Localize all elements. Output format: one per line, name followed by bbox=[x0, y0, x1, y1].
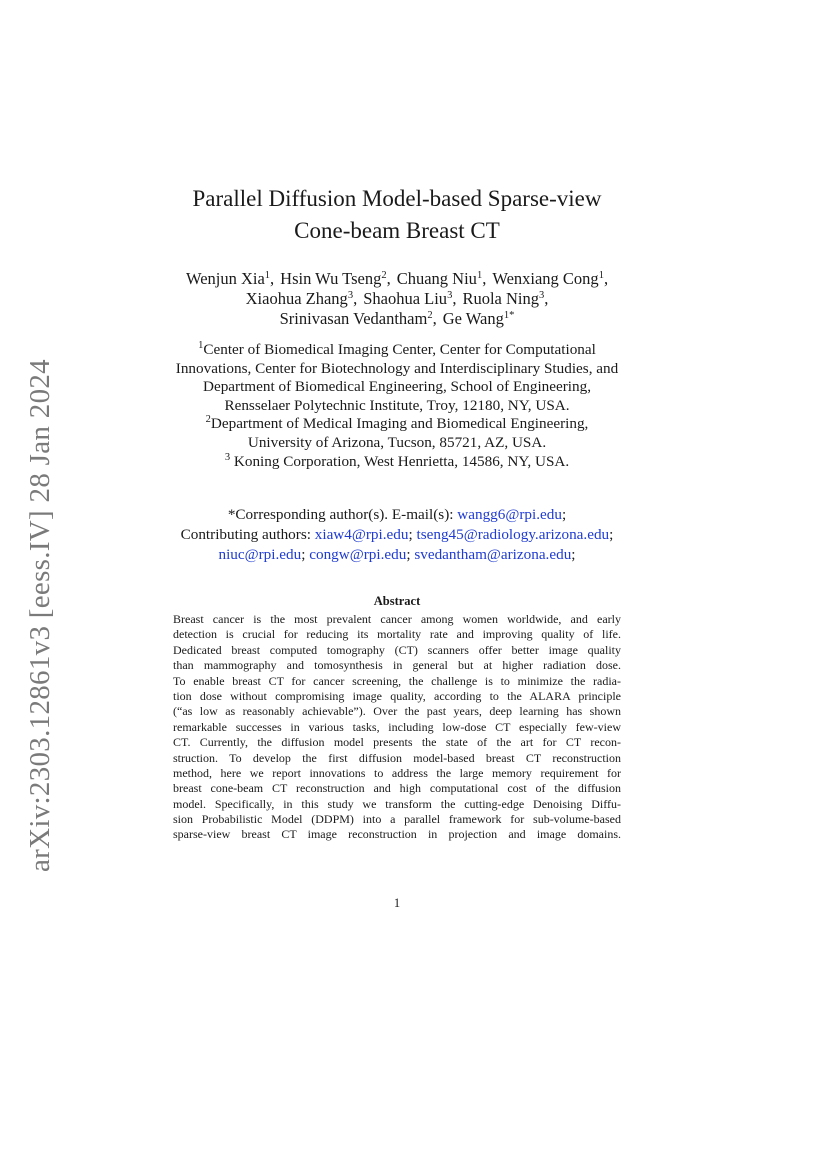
abstract-line: Breast cancer is the most prevalent cancer among women worldwide, and early bbox=[173, 612, 621, 626]
abstract-line: sion Probabilistic Model (DDPM) into a parallel framework for sub-volume-based bbox=[173, 812, 621, 827]
paper-title bbox=[114, 183, 680, 247]
abstract-line: tion dose without compromising image quality, according to the ALARA principle bbox=[173, 688, 621, 703]
email-link[interactable]: xiaw4@rpi.edu bbox=[314, 526, 409, 543]
affiliation-mark: 1 bbox=[598, 270, 604, 281]
affiliation-line bbox=[114, 360, 680, 379]
author-name: Ge Wang bbox=[442, 309, 504, 328]
author-name: Hsin Wu Tseng bbox=[280, 269, 382, 288]
author bbox=[363, 289, 456, 308]
author-list bbox=[114, 269, 680, 329]
title-line: Cone-beam Breast CT bbox=[294, 218, 500, 243]
affiliation-text: Department of Medical Imaging and Biomedical Engineering, bbox=[210, 415, 589, 433]
email-link[interactable]: niuc@rpi.edu bbox=[218, 546, 302, 563]
affiliation-mark: 2 bbox=[205, 414, 211, 426]
author-name: Srinivasan Vedantham bbox=[279, 309, 428, 328]
arxiv-identifier-stamp bbox=[20, 358, 60, 872]
affiliation-text: Innovations, Center for Biotechnology and Interdisciplinary Studies, and bbox=[175, 359, 619, 377]
affiliation-mark: 1 bbox=[264, 270, 271, 281]
abstract-line: Dedicated breast computed tomography (CT) scanners offer better image quality bbox=[173, 642, 621, 657]
separator: , bbox=[432, 309, 437, 328]
abstract-line: remarkable successes in various tasks, including low-dose CT especially few-view bbox=[173, 719, 621, 734]
affiliation-line bbox=[114, 341, 680, 360]
author bbox=[186, 269, 274, 288]
author-name: Xiaohua Zhang bbox=[245, 289, 348, 308]
separator: , bbox=[386, 269, 391, 288]
affiliation-text: University of Arizona, Tucson, 85721, AZ, USA. bbox=[247, 433, 547, 451]
separator: , bbox=[544, 289, 549, 308]
abstract-line: (“as low as reasonably achievable”). Over the past years, deep learning has shown bbox=[173, 704, 621, 719]
author-name: Wenjun Xia bbox=[185, 269, 265, 288]
author bbox=[280, 269, 391, 288]
separator: , bbox=[603, 269, 609, 288]
abstract-heading: Abstract bbox=[373, 594, 421, 608]
affiliation-mark: 2 bbox=[381, 270, 387, 281]
affiliation-mark: 3 bbox=[447, 290, 453, 301]
abstract-line: method, here we report innovations to address the large memory requirement for bbox=[173, 765, 621, 780]
page-number: 1 bbox=[393, 896, 401, 910]
affiliation-text: Rensselaer Polytechnic Institute, Troy, 12180, NY, USA. bbox=[224, 396, 570, 414]
affiliation-mark: 3 bbox=[347, 290, 354, 301]
affiliation-mark: 1 bbox=[476, 270, 483, 281]
email-link[interactable]: congw@rpi.edu bbox=[309, 546, 407, 563]
author bbox=[443, 309, 515, 328]
affiliation-line bbox=[114, 415, 680, 434]
separator: ; bbox=[406, 546, 411, 563]
author bbox=[462, 289, 548, 308]
abstract-line: detection is crucial for reducing its mortality rate and improving quality of life. bbox=[173, 627, 621, 642]
separator: , bbox=[353, 289, 358, 308]
affiliation-mark: 1* bbox=[503, 310, 515, 321]
author bbox=[397, 269, 487, 288]
author-name: Wenxiang Cong bbox=[492, 269, 599, 288]
email-link[interactable]: wangg6@rpi.edu bbox=[457, 506, 562, 523]
affiliation-mark: 2 bbox=[427, 310, 433, 321]
corresponding-line bbox=[114, 505, 680, 525]
author-name: Chuang Niu bbox=[396, 269, 477, 288]
abstract-line: than mammography and tomosynthesis in general but at higher radiation dose. bbox=[173, 658, 621, 673]
arxiv-identifier-text: arXiv:2303.12861v3 [eess.IV] 28 Jan 2024 bbox=[23, 358, 56, 872]
affiliation-mark: 3 bbox=[224, 451, 231, 463]
contact-emails bbox=[114, 505, 680, 565]
abstract-line: To enable breast CT for cancer screening, the challenge is to minimize the radia- bbox=[173, 673, 621, 688]
title-line: Parallel Diffusion Model-based Sparse-view bbox=[192, 186, 602, 211]
affiliation-text: Department of Biomedical Engineering, School of Engineering, bbox=[202, 378, 591, 396]
author-line bbox=[114, 269, 680, 289]
affiliation-mark: 3 bbox=[538, 290, 545, 301]
author bbox=[280, 309, 437, 328]
author bbox=[246, 289, 358, 308]
separator: ; bbox=[408, 526, 413, 543]
abstract-line: model. Specifically, in this study we transform the cutting-edge Denoising Diffu- bbox=[173, 796, 621, 811]
author-name: Ruola Ning bbox=[462, 289, 539, 308]
abstract-body bbox=[173, 612, 621, 843]
abstract-line: struction. To develop the first diffusion model-based breast CT reconstruction bbox=[173, 750, 621, 765]
separator: , bbox=[270, 269, 275, 288]
author-line bbox=[114, 309, 680, 329]
separator: ; bbox=[571, 546, 576, 563]
affiliation-text: Koning Corporation, West Henrietta, 14586, NY, USA. bbox=[230, 452, 570, 470]
author bbox=[492, 269, 608, 288]
abstract-line: breast cone-beam CT reconstruction and high computational cost of the diffusion bbox=[173, 781, 621, 796]
author-name: Shaohua Liu bbox=[363, 289, 448, 308]
corresponding-label: *Corresponding author(s). E-mail(s): bbox=[227, 506, 458, 523]
abstract-line: sparse-view breast CT image reconstruction in projection and image domains. bbox=[173, 827, 621, 842]
separator: ; bbox=[561, 506, 567, 523]
separator: , bbox=[482, 269, 487, 288]
separator: ; bbox=[301, 546, 306, 563]
email-link[interactable]: tseng45@radiology.arizona.edu bbox=[416, 526, 610, 543]
separator: ; bbox=[609, 526, 614, 543]
contributing-line bbox=[114, 525, 680, 545]
affiliation-line bbox=[114, 378, 680, 397]
email-link[interactable]: svedantham@arizona.edu bbox=[414, 546, 572, 563]
contributing-label: Contributing authors: bbox=[180, 526, 315, 543]
abstract-line: CT. Currently, the diffusion model presents the state of the art for CT recon- bbox=[173, 735, 621, 750]
affiliation-mark: 1 bbox=[198, 340, 204, 351]
affiliation-line bbox=[114, 397, 680, 416]
contributing-line bbox=[114, 545, 680, 565]
affiliation-text: Center of Biomedical Imaging Center, Center for Computational bbox=[203, 341, 596, 358]
affiliation-line bbox=[114, 434, 680, 453]
separator: , bbox=[452, 289, 457, 308]
author-line bbox=[114, 289, 680, 309]
affiliation-line bbox=[114, 453, 680, 472]
affiliations bbox=[114, 341, 680, 471]
